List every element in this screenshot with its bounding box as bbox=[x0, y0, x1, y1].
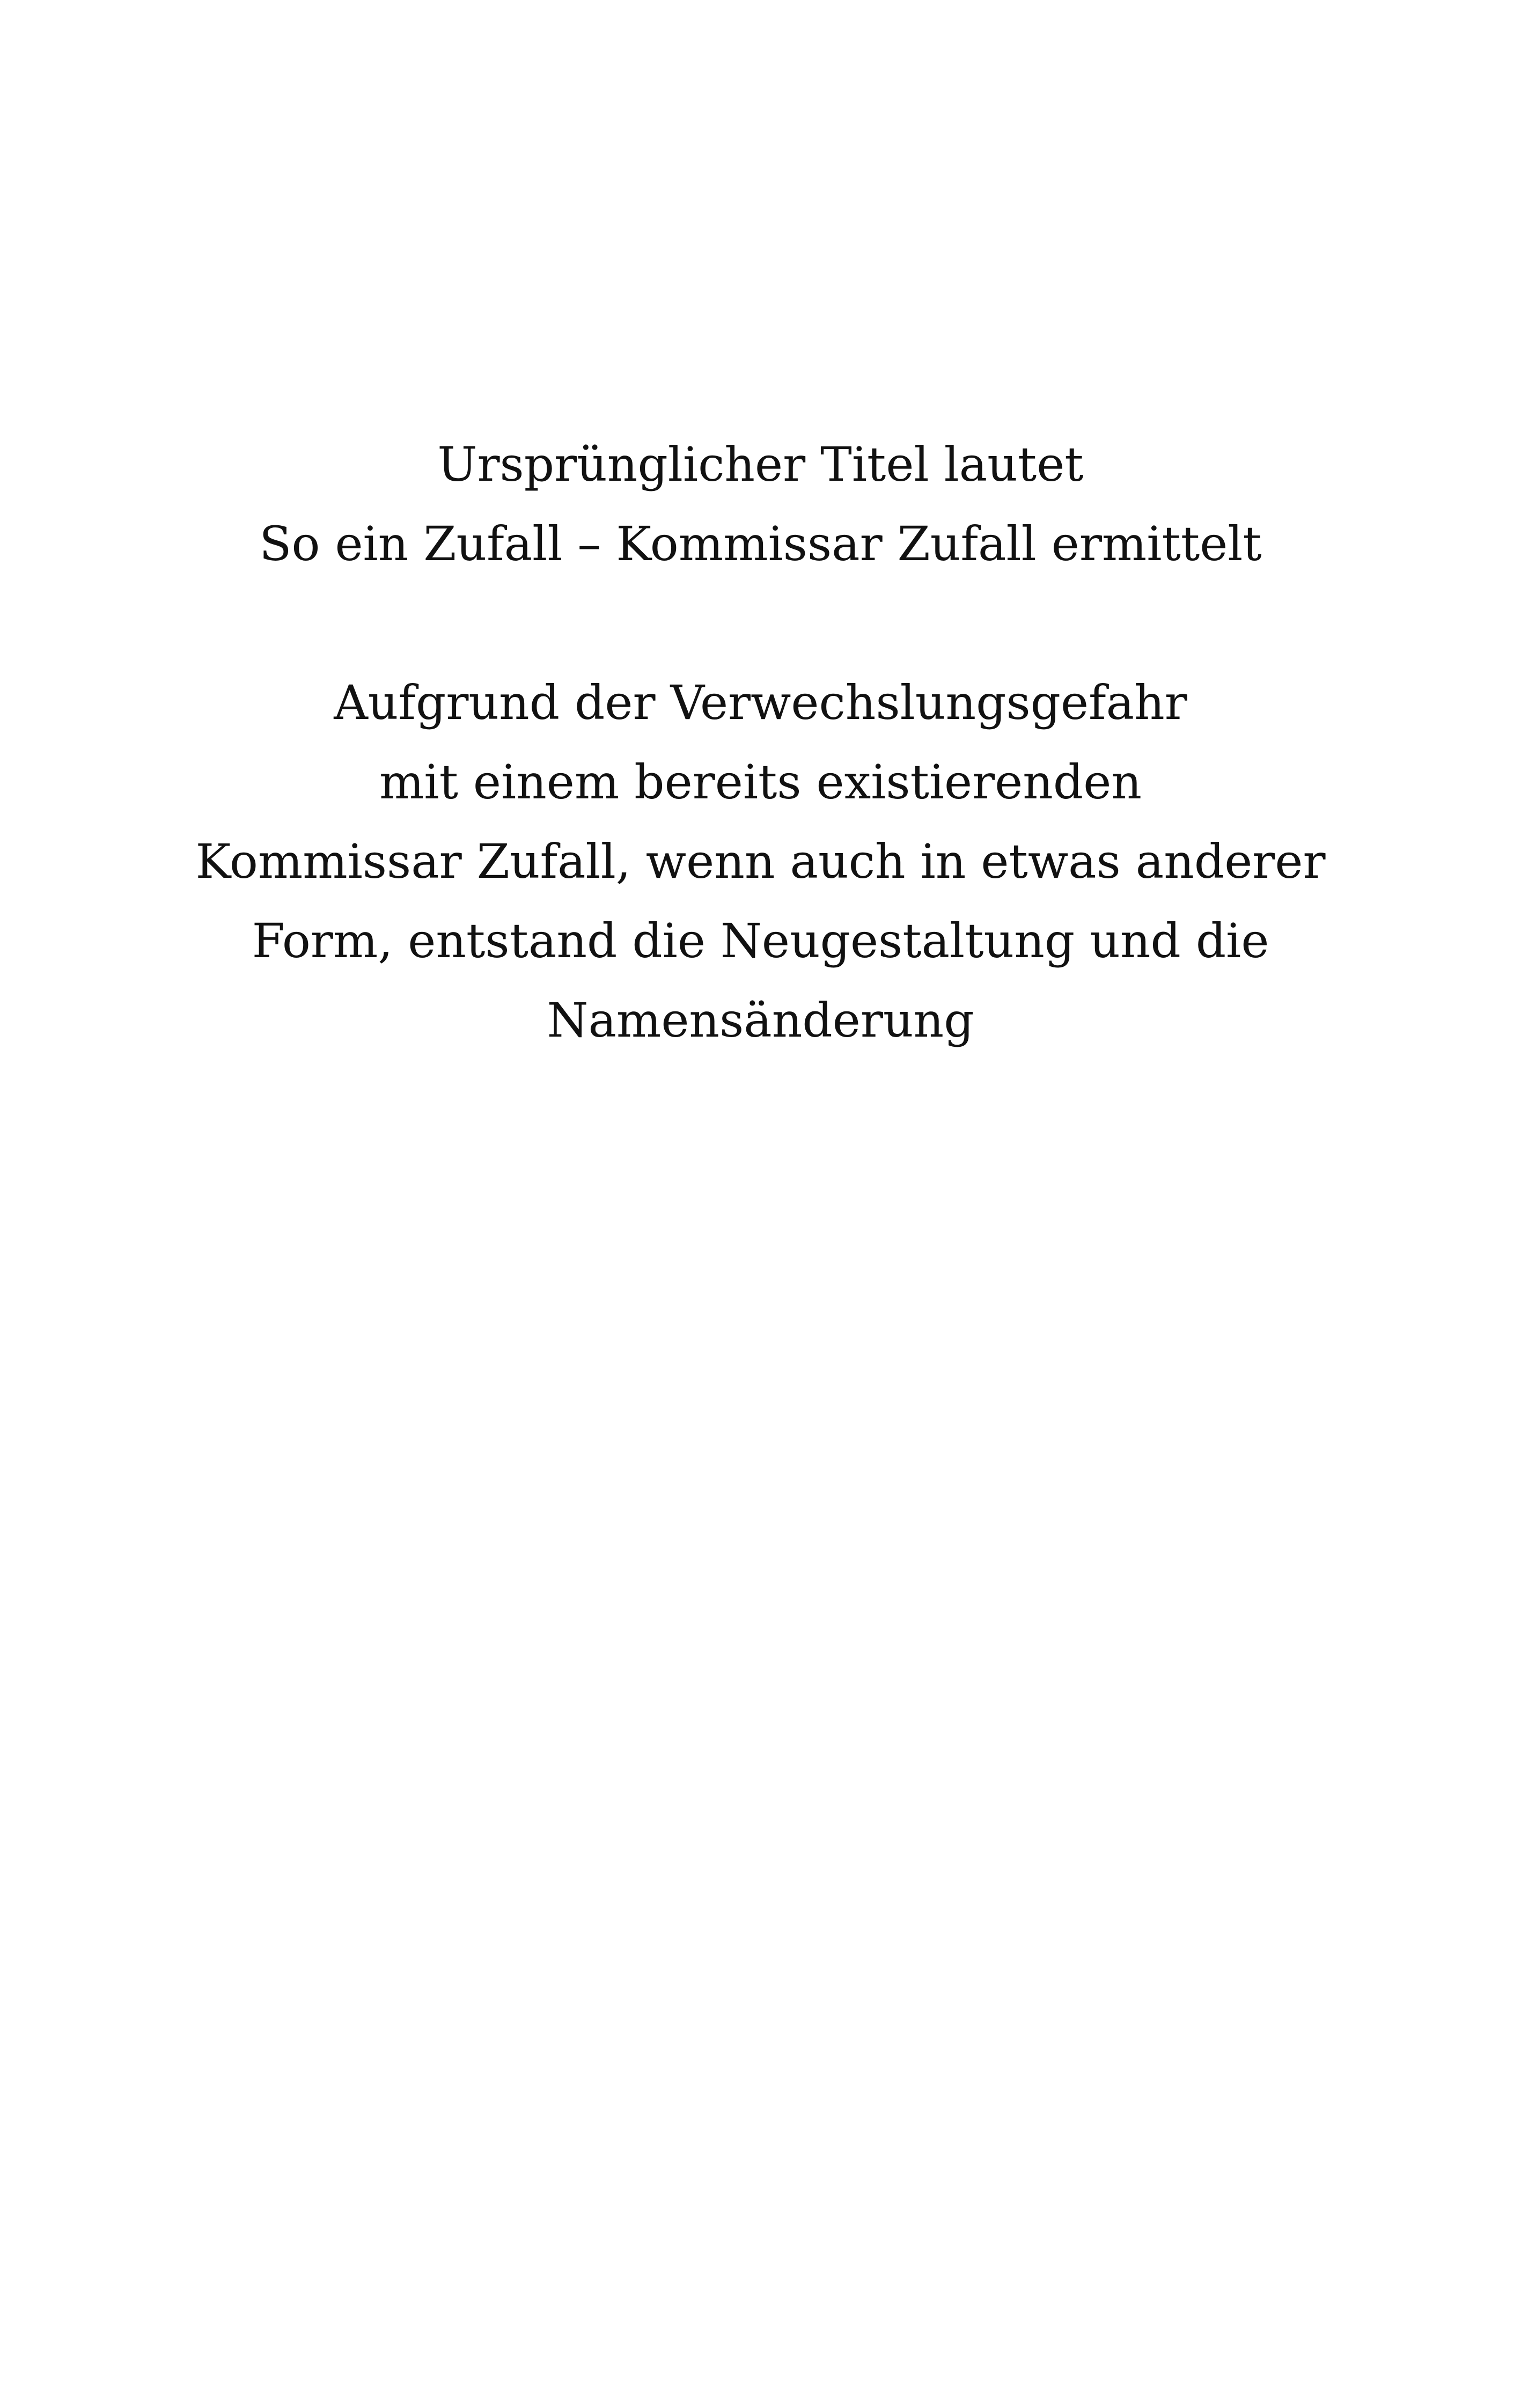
original-title-note bbox=[0, 425, 1521, 584]
reason-line-2: mit einem bereits existierenden bbox=[379, 754, 1142, 810]
rename-reason-note bbox=[0, 663, 1521, 1060]
original-title-line-1: Ursprünglicher Titel lautet bbox=[437, 437, 1084, 492]
reason-line-3: Kommissar Zufall, wenn auch in etwas anderer bbox=[195, 834, 1326, 889]
reason-line-1: Aufgrund der Verwechslungsgefahr bbox=[334, 675, 1187, 730]
original-title-line-2: So ein Zufall – Kommissar Zufall ermittelt bbox=[259, 516, 1262, 571]
reason-line-5: Namensänderung bbox=[547, 993, 974, 1048]
reason-line-4: Form, entstand die Neugestaltung und die bbox=[252, 913, 1269, 968]
